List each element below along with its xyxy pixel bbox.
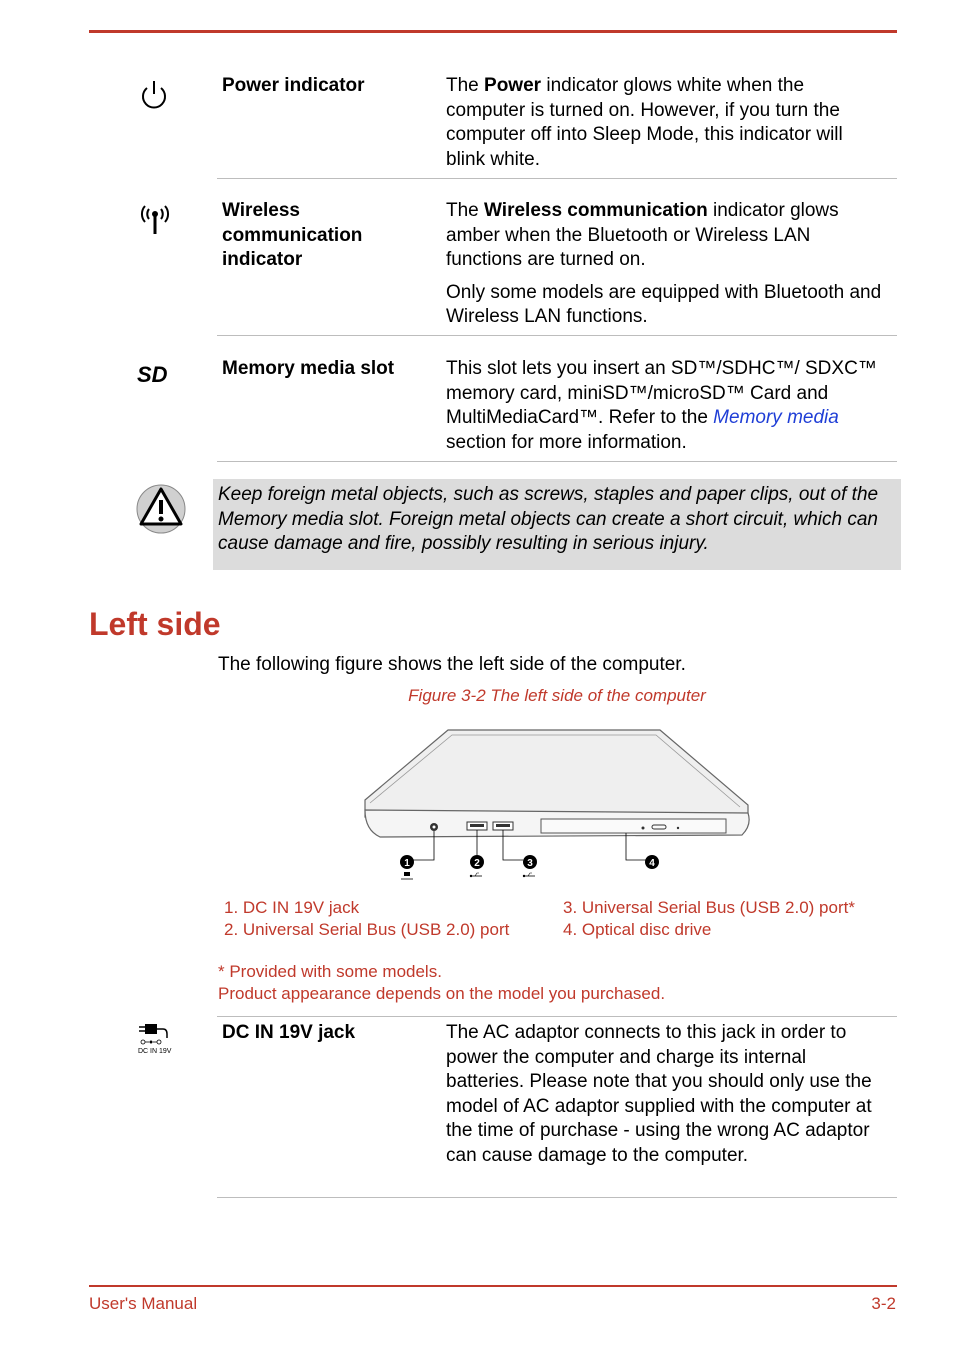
row-divider [217, 1197, 897, 1198]
laptop-figure [360, 725, 760, 890]
row-divider [217, 1016, 897, 1017]
usb-small-icon [523, 873, 535, 877]
figure-caption: Figure 3-2 The left side of the computer [408, 686, 706, 705]
warning-icon [136, 484, 186, 534]
legend-left [224, 897, 509, 941]
memory-media-link[interactable]: Memory media [713, 407, 839, 428]
note-line: * Provided with some models. [218, 962, 442, 981]
section-heading: Left side [89, 606, 221, 642]
svg-text:2: 2 [474, 858, 480, 869]
usb-small-icon [470, 873, 482, 877]
footer-rule [89, 1285, 897, 1287]
svg-text:DC IN 19V: DC IN 19V [138, 1048, 172, 1055]
power-indicator-desc: The Power indicator glows white when the computer is turned on. However, if you turn the computer off into Sleep Mode, this indicator will blink white. [446, 75, 843, 170]
header-rule [89, 30, 897, 33]
power-icon [135, 76, 175, 116]
legend-item: 3. Universal Serial Bus (USB 2.0) port* [563, 898, 855, 917]
section-intro: The following figure shows the left side of the computer. [218, 654, 686, 675]
legend-right [563, 897, 855, 941]
legend-item: 1. DC IN 19V jack [224, 898, 360, 917]
note-line: Product appearance depends on the model you purchased. [218, 983, 666, 1003]
row-divider [217, 335, 897, 336]
callout-1 [400, 855, 414, 869]
figure-note [218, 961, 665, 1004]
optical-drive [541, 819, 726, 833]
warning-text: Keep foreign metal objects, such as screws, staples and paper clips, out of the Memory media slot. Foreign metal objects can create a short circuit, which can cause damage and fire, possibly resulting in serious injury. [218, 484, 879, 554]
wireless-icon [135, 200, 175, 240]
sd-card-icon [135, 358, 175, 398]
page-number: 3-2 [871, 1294, 896, 1313]
legend-item: 4. Optical disc drive [563, 920, 712, 939]
usb-port-2 [493, 822, 513, 830]
callout-2 [470, 855, 484, 869]
dc-in-desc: The AC adaptor connects to this jack in order to power the computer and charge its internal batteries. Please note that you should only use the model of AC adaptor supplied with the computer at the time of purchase - using the wrong AC adaptor can cause damage to the computer. [446, 1022, 872, 1166]
dc-jack-port [430, 823, 438, 831]
dc-in-icon [135, 1022, 179, 1058]
svg-text:3: 3 [527, 858, 533, 869]
dc-in-small-icon [401, 872, 413, 879]
footer-title: User's Manual [89, 1294, 198, 1313]
wireless-indicator-desc: The Wireless communication indicator glows amber when the Bluetooth or Wireless LAN functions are turned on. Only some models are equipped with Bluetooth and Wireless LAN functions. [446, 200, 882, 327]
memory-slot-desc: This slot lets you insert an SD™/SDHC™/ SDXC™ memory card, miniSD™/microSD™ Card and MultiMediaCard™. Refer to the Memory media section for more information. [446, 358, 877, 453]
memory-slot-term: Memory media slot [222, 358, 395, 379]
power-indicator-term: Power indicator [222, 75, 365, 96]
svg-text:4: 4 [649, 858, 655, 869]
callout-4 [645, 855, 659, 869]
svg-text:1: 1 [404, 858, 410, 869]
wireless-indicator-term: Wireless communication indicator [222, 200, 363, 270]
legend-item: 2. Universal Serial Bus (USB 2.0) port [224, 920, 510, 939]
callout-3 [523, 855, 537, 869]
row-divider [217, 461, 897, 462]
usb-port-1 [467, 822, 487, 830]
svg-text:SD: SD [137, 362, 168, 387]
row-divider [217, 178, 897, 179]
dc-in-term: DC IN 19V jack [222, 1022, 356, 1043]
